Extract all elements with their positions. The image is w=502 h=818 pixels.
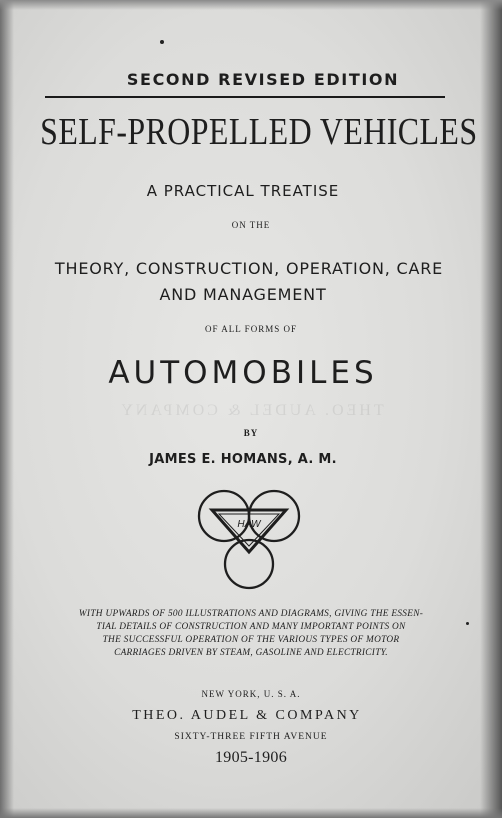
- subject-heading: AUTOMOBILES: [108, 355, 378, 391]
- topics-line-1: THEORY, CONSTRUCTION, OPERATION, CARE: [54, 259, 444, 278]
- publisher-city: NEW YORK, U. S. A.: [201, 689, 301, 699]
- page-edge-shadow-top: [0, 0, 502, 10]
- topics-line-2: AND MANAGEMENT: [159, 285, 327, 304]
- page-edge-shadow-bottom: [0, 808, 502, 818]
- of-all-forms-line: OF ALL FORMS OF: [205, 324, 297, 334]
- description-line: THE SUCCESSFUL OPERATION OF THE VARIOUS TYPES OF MOTOR: [102, 635, 400, 645]
- book-subtitle: A PRACTICAL TREATISE: [146, 182, 340, 200]
- description-paragraph: [28, 608, 474, 660]
- book-title: SELF-PROPELLED VEHICLES: [40, 111, 478, 153]
- logo-monogram: HAW: [237, 519, 261, 530]
- description-line: WITH UPWARDS OF 500 ILLUSTRATIONS AND DIAGRAMS, GIVING THE ESSEN-: [78, 609, 424, 619]
- ink-speck: [160, 40, 164, 44]
- show-through-text: THEO. AUDEL & COMPANY: [118, 402, 384, 419]
- description-line: CARRIAGES DRIVEN BY STEAM, GASOLINE AND ELECTRICITY.: [114, 648, 388, 658]
- on-the-line: ON THE: [231, 220, 271, 230]
- edition-line: SECOND REVISED EDITION: [126, 70, 400, 89]
- description-line: TIAL DETAILS OF CONSTRUCTION AND MANY IMPORTANT POINTS ON: [96, 622, 406, 632]
- publisher-address: SIXTY-THREE FIFTH AVENUE: [174, 732, 328, 742]
- publication-years: 1905-1906: [214, 749, 288, 766]
- by-line: BY: [243, 428, 259, 438]
- title-rule: [45, 96, 445, 98]
- publisher-name: THEO. AUDEL & COMPANY: [132, 708, 362, 723]
- author-name: JAMES E. HOMANS, A. M.: [149, 452, 337, 467]
- publisher-logo: [194, 488, 304, 592]
